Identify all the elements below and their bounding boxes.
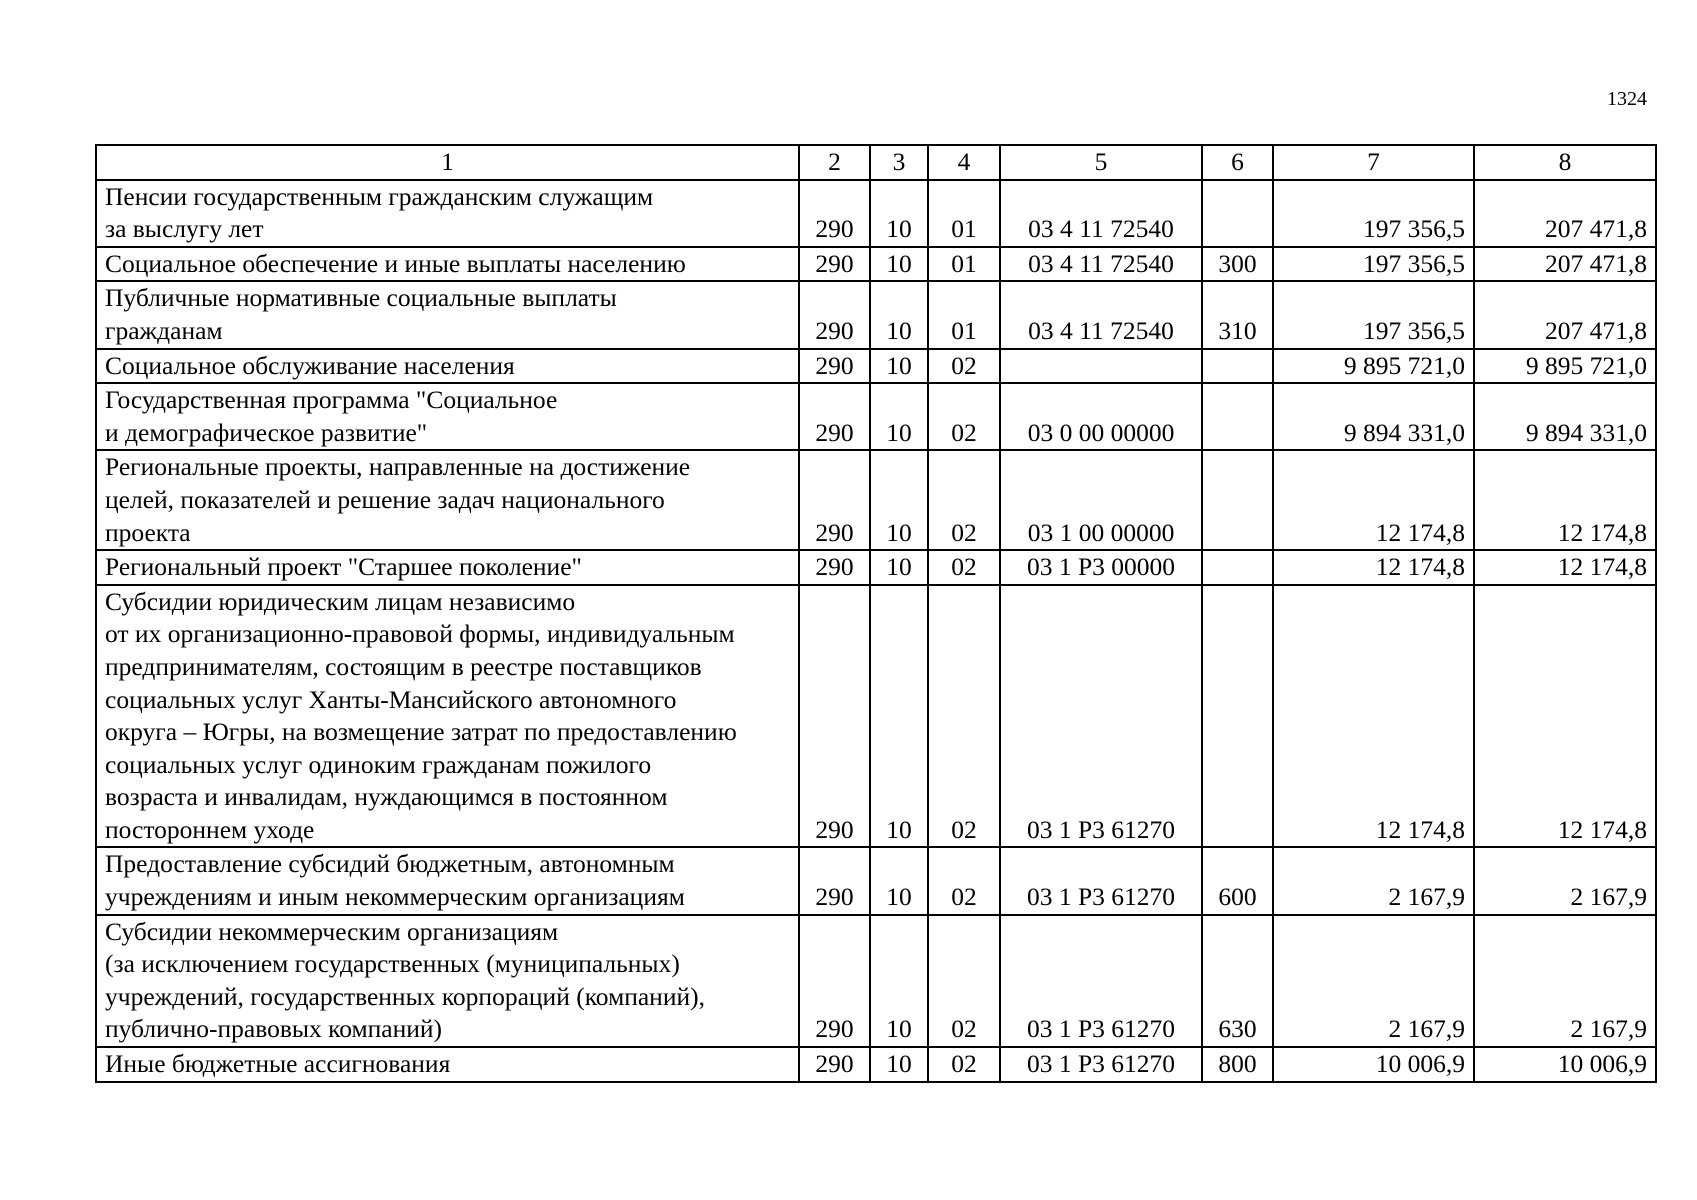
- row-cell-4: 01: [928, 247, 1000, 282]
- table-row: [96, 247, 1656, 282]
- row-cell-3: 10: [870, 915, 928, 1047]
- table-row: [96, 180, 1656, 247]
- row-cell-4: 02: [928, 585, 1000, 848]
- row-cell-2: 290: [799, 247, 870, 282]
- header-col-5: 5: [1000, 145, 1202, 180]
- row-name-cell: Государственная программа "Социальное и демографическое развитие": [96, 383, 799, 450]
- row-cell-6: [1202, 450, 1273, 550]
- table-row: [96, 349, 1656, 384]
- row-cell-8: 207 471,8: [1474, 247, 1656, 282]
- row-cell-6: 600: [1202, 847, 1273, 914]
- row-cell-8: 207 471,8: [1474, 281, 1656, 348]
- row-cell-5: 03 4 11 72540: [1000, 180, 1202, 247]
- row-name-cell: Социальное обслуживание населения: [96, 349, 799, 384]
- row-cell-8: 2 167,9: [1474, 915, 1656, 1047]
- row-cell-7: 12 174,8: [1273, 585, 1474, 848]
- row-cell-2: 290: [799, 383, 870, 450]
- header-row: [96, 145, 1656, 180]
- row-cell-6: 630: [1202, 915, 1273, 1047]
- row-cell-3: 10: [870, 247, 928, 282]
- row-cell-4: 02: [928, 383, 1000, 450]
- table-row: [96, 1047, 1656, 1082]
- row-cell-8: 2 167,9: [1474, 847, 1656, 914]
- row-cell-8: 10 006,9: [1474, 1047, 1656, 1082]
- row-cell-2: 290: [799, 915, 870, 1047]
- header-col-7: 7: [1273, 145, 1474, 180]
- header-col-2: 2: [799, 145, 870, 180]
- row-cell-4: 02: [928, 1047, 1000, 1082]
- header-col-6: 6: [1202, 145, 1273, 180]
- row-cell-5: 03 0 00 00000: [1000, 383, 1202, 450]
- row-cell-5: [1000, 349, 1202, 384]
- row-cell-6: [1202, 550, 1273, 585]
- row-cell-3: 10: [870, 585, 928, 848]
- row-name-cell: Субсидии юридическим лицам независимо от их организационно-правовой формы, индивидуальным предпринимателям, состоящим в реестре поставщиков социальных услуг Ханты-Мансийского автономного округа – Югры, на возмещение затрат по предоставлению социальных услуг одиноким гражданам пожилого возраста и инвалидам, нуждающимся в постоянном постороннем уходе: [96, 585, 799, 848]
- row-cell-5: 03 4 11 72540: [1000, 247, 1202, 282]
- row-cell-3: 10: [870, 349, 928, 384]
- row-cell-4: 01: [928, 180, 1000, 247]
- table-row: [96, 847, 1656, 914]
- row-cell-4: 02: [928, 847, 1000, 914]
- row-cell-3: 10: [870, 450, 928, 550]
- row-cell-2: 290: [799, 450, 870, 550]
- row-cell-2: 290: [799, 847, 870, 914]
- row-cell-5: 03 4 11 72540: [1000, 281, 1202, 348]
- row-cell-7: 2 167,9: [1273, 847, 1474, 914]
- row-cell-3: 10: [870, 383, 928, 450]
- header-col-4: 4: [928, 145, 1000, 180]
- row-cell-8: 9 895 721,0: [1474, 349, 1656, 384]
- row-cell-3: 10: [870, 180, 928, 247]
- row-cell-5: 03 1 00 00000: [1000, 450, 1202, 550]
- row-cell-6: 800: [1202, 1047, 1273, 1082]
- row-cell-5: 03 1 Р3 00000: [1000, 550, 1202, 585]
- row-cell-7: 12 174,8: [1273, 450, 1474, 550]
- row-name-cell: Социальное обеспечение и иные выплаты населению: [96, 247, 799, 282]
- table-row: [96, 585, 1656, 848]
- row-cell-8: 207 471,8: [1474, 180, 1656, 247]
- row-cell-4: 02: [928, 915, 1000, 1047]
- row-cell-7: 12 174,8: [1273, 550, 1474, 585]
- header-col-1: 1: [96, 145, 799, 180]
- row-cell-6: [1202, 180, 1273, 247]
- row-cell-3: 10: [870, 281, 928, 348]
- table-header: [96, 145, 1656, 180]
- row-cell-3: 10: [870, 847, 928, 914]
- row-cell-3: 10: [870, 550, 928, 585]
- row-cell-6: [1202, 383, 1273, 450]
- row-name-cell: Публичные нормативные социальные выплаты гражданам: [96, 281, 799, 348]
- row-cell-8: 12 174,8: [1474, 550, 1656, 585]
- row-cell-2: 290: [799, 349, 870, 384]
- row-name-cell: Предоставление субсидий бюджетным, автономным учреждениям и иным некоммерческим организациям: [96, 847, 799, 914]
- table-row: [96, 281, 1656, 348]
- table-row: [96, 915, 1656, 1047]
- row-name-cell: Региональный проект "Старшее поколение": [96, 550, 799, 585]
- row-cell-4: 01: [928, 281, 1000, 348]
- table-row: [96, 383, 1656, 450]
- row-cell-7: 9 895 721,0: [1273, 349, 1474, 384]
- row-cell-6: [1202, 349, 1273, 384]
- row-name-cell: Иные бюджетные ассигнования: [96, 1047, 799, 1082]
- row-cell-4: 02: [928, 450, 1000, 550]
- header-col-8: 8: [1474, 145, 1656, 180]
- header-col-3: 3: [870, 145, 928, 180]
- table-row: [96, 550, 1656, 585]
- table-row: [96, 450, 1656, 550]
- row-cell-7: 197 356,5: [1273, 281, 1474, 348]
- row-name-cell: Пенсии государственным гражданским служащим за выслугу лет: [96, 180, 799, 247]
- page-number: 1324: [1607, 88, 1647, 110]
- row-cell-2: 290: [799, 1047, 870, 1082]
- row-name-cell: Субсидии некоммерческим организациям (за исключением государственных (муниципальных) учреждений, государственных корпораций (компаний), публично-правовых компаний): [96, 915, 799, 1047]
- row-cell-6: 300: [1202, 247, 1273, 282]
- row-cell-5: 03 1 Р3 61270: [1000, 585, 1202, 848]
- row-cell-7: 197 356,5: [1273, 180, 1474, 247]
- row-cell-5: 03 1 Р3 61270: [1000, 1047, 1202, 1082]
- row-cell-7: 2 167,9: [1273, 915, 1474, 1047]
- row-cell-7: 197 356,5: [1273, 247, 1474, 282]
- row-cell-2: 290: [799, 281, 870, 348]
- row-cell-4: 02: [928, 349, 1000, 384]
- row-cell-5: 03 1 Р3 61270: [1000, 847, 1202, 914]
- row-cell-6: 310: [1202, 281, 1273, 348]
- row-cell-5: 03 1 Р3 61270: [1000, 915, 1202, 1047]
- table-body: [96, 180, 1656, 1082]
- row-cell-2: 290: [799, 550, 870, 585]
- row-cell-6: [1202, 585, 1273, 848]
- row-cell-2: 290: [799, 180, 870, 247]
- row-cell-8: 12 174,8: [1474, 450, 1656, 550]
- budget-table: [95, 144, 1657, 1083]
- row-cell-8: 9 894 331,0: [1474, 383, 1656, 450]
- row-cell-8: 12 174,8: [1474, 585, 1656, 848]
- row-cell-4: 02: [928, 550, 1000, 585]
- row-cell-7: 10 006,9: [1273, 1047, 1474, 1082]
- row-name-cell: Региональные проекты, направленные на достижение целей, показателей и решение задач национального проекта: [96, 450, 799, 550]
- row-cell-7: 9 894 331,0: [1273, 383, 1474, 450]
- row-cell-2: 290: [799, 585, 870, 848]
- row-cell-3: 10: [870, 1047, 928, 1082]
